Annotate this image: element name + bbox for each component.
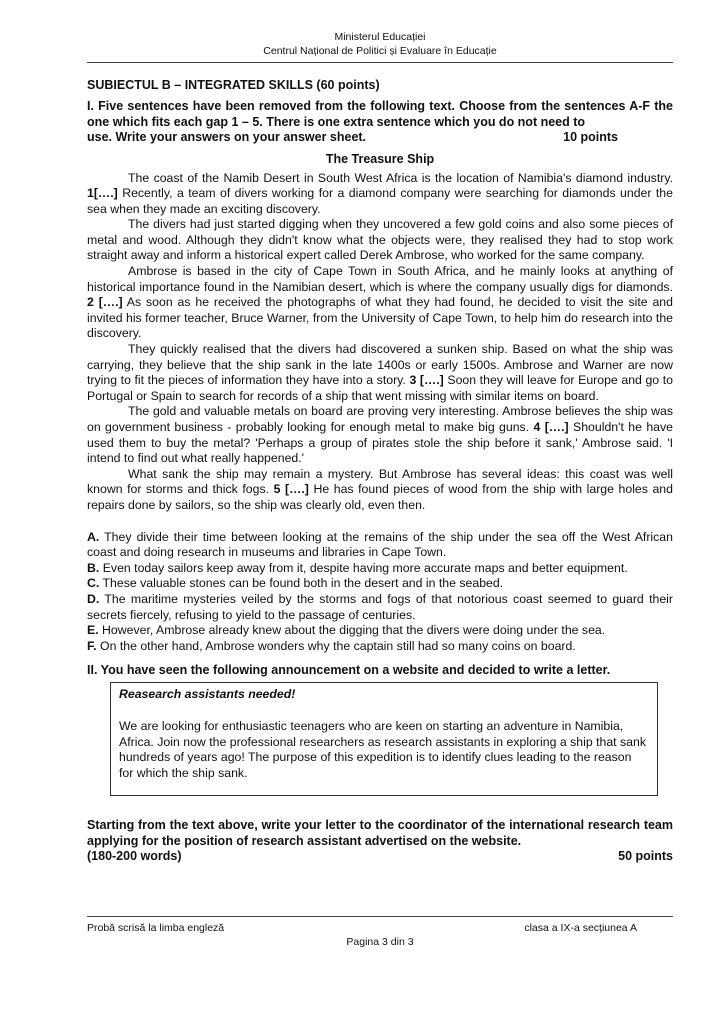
announcement-body: We are looking for enthusiastic teenagers who are keen on starting an adventure in Namibia, Africa. Join now the professional researchers as research assistants in exploring a ship that sank hundreds of years ago! The purpose of this expedition is to identify clues leading to the reason for which the ship sank.: [119, 718, 646, 780]
option-letter: C.: [87, 576, 100, 591]
part2-points: 50 points: [618, 849, 673, 864]
gap-marker: 2 [….]: [87, 295, 123, 310]
paragraph-text: Shouldn't he have used them to buy the metal? 'Perhaps a group of pirates stole the ship before it sank,' Ambrose said. 'I intend to find out what really happened.': [87, 420, 673, 466]
text-paragraph: [87, 467, 673, 514]
text-paragraph: [87, 217, 673, 264]
option-text: The maritime mysteries veiled by the storms and fogs of that notorious coast seemed to guard their secrets fiercely, refusing to yield to the passage of centuries.: [87, 591, 673, 622]
option-item: [87, 623, 673, 639]
option-item: [87, 576, 673, 592]
writing-task-end: [87, 849, 673, 865]
center-name: Centrul Național de Politici și Evaluare în Educație: [263, 45, 497, 57]
part2-instruction: II. You have seen the following announcement on a website and decided to write a letter.: [87, 663, 611, 678]
option-letter: B.: [87, 560, 100, 575]
page-footer: [87, 921, 673, 949]
part1-instruction-end: [87, 130, 673, 146]
paragraph-text: Ambrose is based in the city of Cape Town in South Africa, and he mainly looks at anything of historical importance found in the Namibian desert, which is where the company usually digs for diamonds.: [87, 264, 673, 294]
option-item: [87, 561, 673, 577]
paragraph-text: They quickly realised that the divers had discovered a sunken ship. Based on what the ship was carrying, they believe that the ship sank in the late 1400s or early 1500s. Ambrose and Warner are now trying to fit the pieces of information they have into a story.: [87, 342, 673, 388]
paragraph-text: The coast of the Namib Desert in South West Africa is the location of Namibia's diamond industry.: [128, 170, 673, 185]
option-text: However, Ambrose already knew about the digging that the divers were doing under the sea.: [102, 623, 606, 638]
footer-class: clasa a IX-a secțiunea A: [524, 922, 637, 934]
section-title: SUBIECTUL B – INTEGRATED SKILLS (60 points): [87, 78, 380, 92]
text-paragraph: [87, 171, 673, 218]
word-count: (180-200 words): [87, 849, 182, 864]
text-paragraph: [87, 342, 673, 404]
footer-divider: [87, 916, 673, 917]
paragraph-text: The gold and valuable metals on board are proving very interesting. Ambrose believes the ship was on government business - probably looking for enough metal to make big guns.: [87, 404, 673, 434]
announcement-box: [110, 682, 658, 796]
footer-exam-name: Probă scrisă la limba engleză: [87, 922, 225, 934]
option-letter: F.: [87, 638, 97, 653]
option-text: On the other hand, Ambrose wonders why the captain still had so many coins on board.: [100, 638, 576, 653]
header-divider: [87, 62, 673, 63]
ministry-name: Ministerul Educației: [334, 31, 426, 43]
paragraph-text: As soon as he received the photographs of what they had found, he decided to visit the site and invited his former teacher, Bruce Warner, from the University of Cape Town, to help him do research into the discovery.: [87, 295, 673, 341]
gap-marker: 1[….]: [87, 186, 118, 201]
exam-page: [87, 30, 673, 865]
page-number: Pagina 3 din 3: [346, 936, 414, 948]
text-paragraph: [87, 404, 673, 466]
reading-text-title: The Treasure Ship: [325, 151, 435, 166]
part1-instruction: I. Five sentences have been removed from the following text. Choose from the sentences A-F the one which fits each gap 1 – 5. There is one extra sentence which you do not need to: [87, 99, 673, 129]
gap-marker: 5 [….]: [273, 482, 309, 497]
option-text: Even today sailors keep away from it, despite having more accurate maps and better equipment.: [102, 560, 628, 575]
part1-points: 10 points: [563, 130, 618, 144]
part1-instruction-last-line: use. Write your answers on your answer sheet.: [87, 130, 367, 144]
option-item: [87, 639, 673, 655]
paragraph-text: Soon they will leave for Europe and go to Portugal or Spain to search for records of a ship that went missing with similar items on board.: [87, 373, 673, 403]
option-item: [87, 592, 673, 623]
writing-task: Starting from the text above, write your letter to the coordinator of the international research team applying for the position of research assistant advertised on the website.: [87, 818, 673, 848]
announcement-title: Reasearch assistants needed!: [119, 687, 296, 702]
paragraph-text: The divers had just started digging when they uncovered a few gold coins and also some pieces of metal and wood. Although they didn't know what the objects were, they realised they had to stop work straight away and inform a historical expert called Derek Ambrose, who worked for the same company.: [87, 217, 673, 263]
option-letter: D.: [87, 591, 100, 606]
page-header: [87, 30, 673, 58]
option-text: They divide their time between looking at the remains of the ship under the sea off the West African coast and doing research in museums and libraries in Cape Town.: [87, 529, 673, 560]
paragraph-text: He has found pieces of wood from the ship with large holes and repairs done by sailors, so the ship was clearly old, even then.: [87, 482, 673, 512]
paragraph-text: What sank the ship may remain a mystery. But Ambrose has several ideas: this coast was well known for storms and thick fogs.: [87, 466, 673, 497]
option-letter: A.: [87, 529, 100, 544]
text-paragraph: [87, 264, 673, 342]
gap-marker: 3 [….]: [409, 373, 444, 388]
reading-text: [87, 171, 673, 514]
gap-marker: 4 [….]: [533, 420, 569, 434]
paragraph-text: Recently, a team of divers working for a diamond company were searching for diamonds under the sea when they made an exciting discovery.: [87, 186, 673, 216]
sentence-options: [87, 530, 673, 655]
option-item: [87, 530, 673, 561]
option-letter: E.: [87, 623, 99, 638]
option-text: These valuable stones can be found both in the desert and in the seabed.: [102, 576, 504, 591]
